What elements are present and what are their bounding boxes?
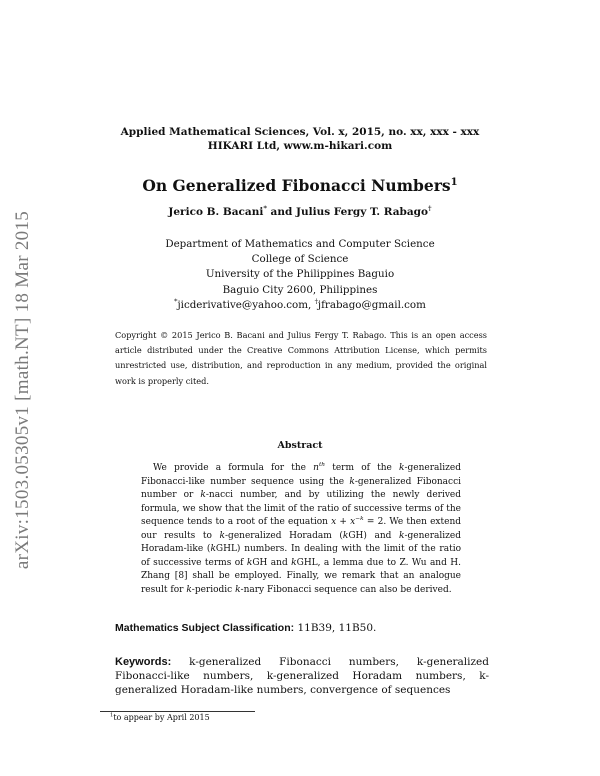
msc-classification	[115, 622, 495, 634]
footnote-text: to appear by April 2015	[113, 713, 210, 722]
affiliation-emails: *jicderivative@yahoo.com, †jfrabago@gmail.com	[174, 297, 426, 311]
author-1-mark: *	[263, 204, 267, 213]
arxiv-stamp-text: arXiv:1503.05305v1 [math.NT] 18 Mar 2015	[12, 210, 33, 570]
msc-label: Mathematics Subject Classification:	[115, 622, 295, 634]
keywords-label: Keywords:	[115, 656, 172, 668]
authors-connector: and	[266, 206, 296, 218]
footnote	[110, 713, 210, 722]
abstract-body: We provide a formula for the $n^{th}$ term of the k-generalized Fibonacci-like number sequence using the k-generalized Fibonacci number or k-nacci number, and by utilizing the newly derived formula, we show that the limit of the ratio of successive terms of the sequence tends to a root of the equation $x + x^{-k} = 2$. We then extend our results to k-generalized Horadam (kGH) and k-generalized Horadam-like (kGHL) numbers. In dealing with the limit of the ratio of successive terms of kGH and kGHL, a lemma due to Z. Wu and H. Zhang [8] shall be employed. Finally, we remark that an analogue result for k-periodic k-nary Fibonacci sequence can also be derived.	[141, 462, 462, 595]
title-text: On Generalized Fibonacci Numbers	[142, 176, 451, 195]
footnote-mark: 1	[110, 712, 114, 719]
author-2: Julius Fergy T. Rabago	[295, 206, 428, 218]
keywords	[115, 655, 489, 697]
journal-line-1: Applied Mathematical Sciences, Vol. x, 2015, no. xx, xxx - xxx	[120, 126, 480, 138]
affiliation-department: Department of Mathematics and Computer Science	[165, 238, 435, 250]
journal-header	[0, 125, 600, 153]
msc-value: 11B39, 11B50.	[294, 622, 377, 634]
abstract-heading: Abstract	[277, 440, 323, 451]
copyright-notice: Copyright © 2015 Jerico B. Bacani and Julius Fergy T. Rabago. This is an open access article distributed under the Creative Commons Attribution License, which permits unrestricted use, distribution, and reproduction in any medium, provided the original work is properly cited.	[115, 330, 487, 386]
email-1: jicderivative@yahoo.com,	[177, 298, 315, 311]
affiliation-college: College of Science	[251, 253, 349, 266]
affiliation	[0, 237, 600, 313]
paper-title	[0, 176, 600, 195]
author-2-mark: †	[428, 204, 432, 213]
authors	[0, 206, 600, 218]
affiliation-city: Baguio City 2600, Philippines	[222, 283, 378, 296]
author-1: Jerico B. Bacani	[168, 206, 264, 218]
footnote-rule	[100, 711, 255, 712]
affiliation-university: University of the Philippines Baguio	[205, 268, 395, 281]
keywords-value: k-generalized Fibonacci numbers, k-generalized Fibonacci-like numbers, k-generalized Horadam numbers, k-generalized Horadam-like numbers, convergence of sequences	[115, 656, 489, 696]
journal-line-2: HIKARI Ltd, www.m-hikari.com	[207, 140, 393, 152]
title-footnote-mark: 1	[450, 176, 458, 188]
email-2: jfrabago@gmail.com	[317, 298, 426, 311]
